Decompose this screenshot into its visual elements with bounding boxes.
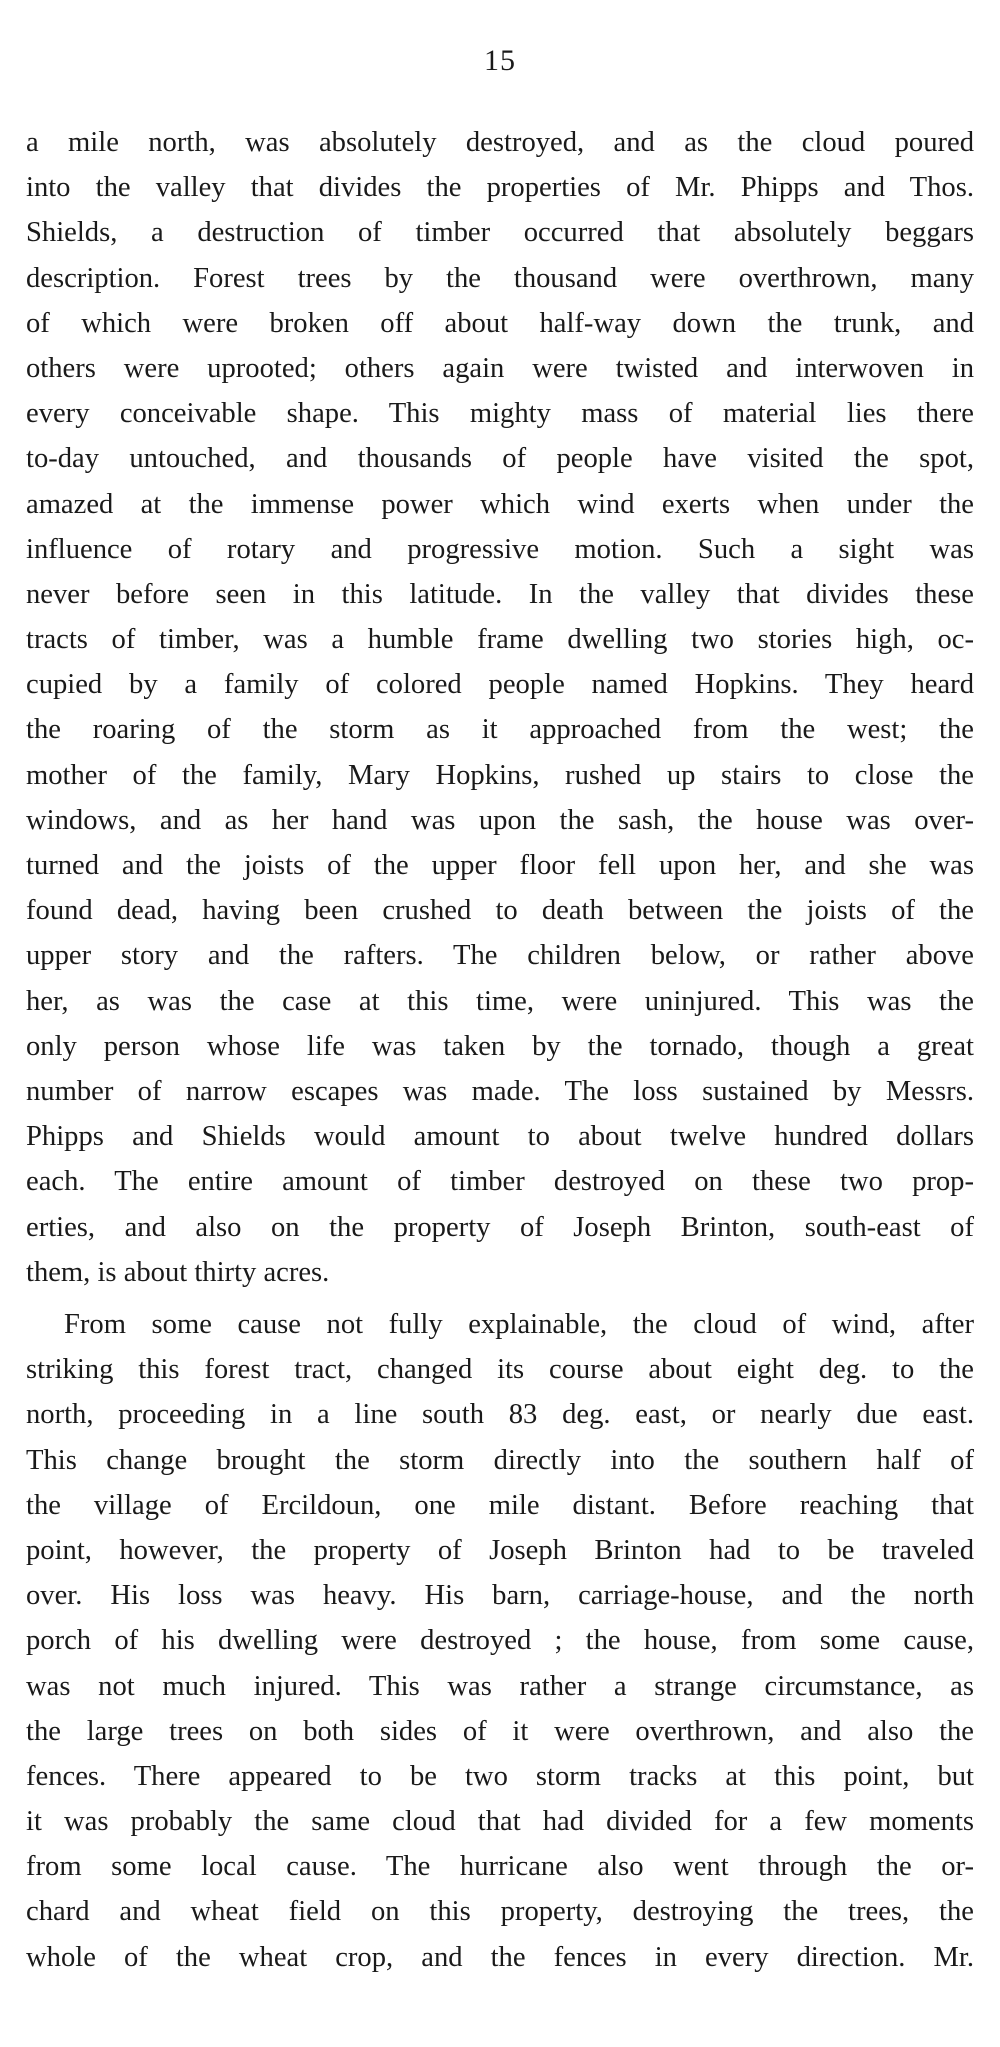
text-line: her, as was the case at this time, were uninjured. This was the: [26, 985, 974, 1017]
paragraph-2: [26, 1302, 974, 1980]
text-line: This change brought the storm directly into the southern half of: [26, 1444, 974, 1476]
text-line: every conceivable shape. This mighty mass of material lies there: [26, 398, 974, 430]
text-line: chard and wheat field on this property, destroying the trees, the: [26, 1896, 974, 1928]
text-line: point, however, the property of Joseph Brinton had to be traveled: [26, 1534, 974, 1566]
text-line: amazed at the immense power which wind exerts when under the: [26, 488, 974, 520]
text-line: number of narrow escapes was made. The loss sustained by Messrs.: [26, 1075, 974, 1107]
text-line: upper story and the rafters. The children below, or rather above: [26, 940, 974, 972]
text-line: over. His loss was heavy. His barn, carriage-house, and the north: [26, 1580, 974, 1612]
text-line-last: them, is about thirty acres.: [26, 1256, 330, 1288]
text-line: windows, and as her hand was upon the sash, the house was over-: [26, 804, 974, 836]
text-line: fences. There appeared to be two storm tracks at this point, but: [26, 1760, 974, 1792]
text-line: Phipps and Shields would amount to about twelve hundred dollars: [26, 1121, 974, 1153]
text-line: the roaring of the storm as it approached from the west; the: [26, 714, 974, 746]
text-line: porch of his dwelling were destroyed ; the house, from some cause,: [26, 1625, 974, 1657]
text-line: mother of the family, Mary Hopkins, rushed up stairs to close the: [26, 759, 974, 791]
text-line: from some local cause. The hurricane also went through the or-: [26, 1851, 974, 1883]
text-line: only person whose life was taken by the tornado, though a great: [26, 1030, 974, 1062]
text-line: turned and the joists of the upper floor fell upon her, and she was: [26, 850, 974, 881]
text-line: of which were broken off about half-way down the trunk, and: [26, 307, 974, 339]
text-line: erties, and also on the property of Joseph Brinton, south-east of: [26, 1211, 974, 1243]
text-line: whole of the wheat crop, and the fences in every direction. Mr.: [26, 1941, 974, 1973]
text-line: the large trees on both sides of it were overthrown, and also the: [26, 1715, 974, 1747]
text-line: north, proceeding in a line south 83 deg. east, or nearly due east.: [26, 1399, 974, 1431]
text-line-indented: From some cause not fully explainable, the cloud of wind, after: [64, 1309, 974, 1340]
text-line: the village of Ercildoun, one mile distant. Before reaching that: [26, 1489, 974, 1521]
text-line: to-day untouched, and thousands of people have visited the spot,: [26, 443, 974, 475]
text-line: was not much injured. This was rather a strange circumstance, as: [26, 1670, 974, 1702]
page-number: 15: [484, 44, 516, 77]
text-line: into the valley that divides the properties of Mr. Phipps and Thos.: [26, 172, 974, 204]
text-line: striking this forest tract, changed its course about eight deg. to the: [26, 1354, 974, 1386]
text-line: description. Forest trees by the thousand were overthrown, many: [26, 262, 974, 294]
text-line: Shields, a destruction of timber occurred that absolutely beggars: [26, 217, 974, 249]
text-line: never before seen in this latitude. In the valley that divides these: [26, 578, 974, 610]
text-line: it was probably the same cloud that had divided for a few moments: [26, 1806, 974, 1838]
text-line: cupied by a family of colored people named Hopkins. They heard: [26, 669, 974, 701]
paragraph-1: [26, 120, 974, 1295]
text-line: others were uprooted; others again were twisted and interwoven in: [26, 352, 974, 384]
text-line: each. The entire amount of timber destroyed on these two prop-: [26, 1166, 974, 1198]
text-line: a mile north, was absolutely destroyed, and as the cloud poured: [26, 127, 974, 158]
text-line: influence of rotary and progressive motion. Such a sight was: [26, 533, 974, 565]
text-line: tracts of timber, was a humble frame dwelling two stories high, oc-: [26, 624, 974, 656]
text-line: found dead, having been crushed to death between the joists of the: [26, 895, 974, 927]
